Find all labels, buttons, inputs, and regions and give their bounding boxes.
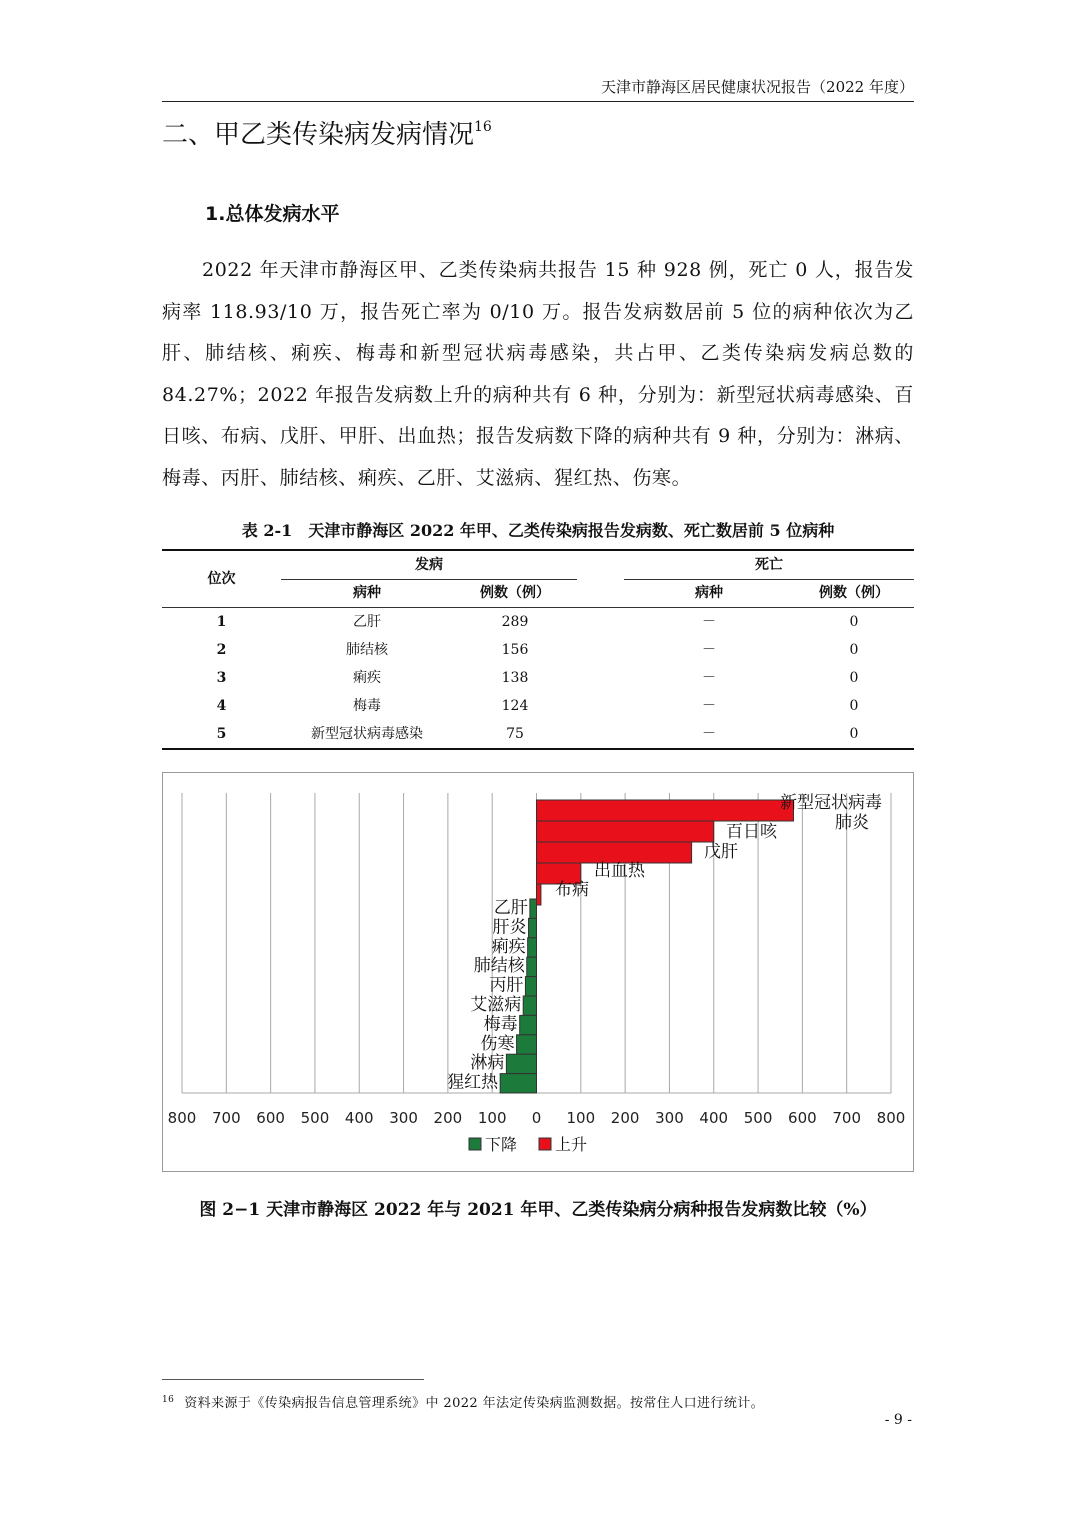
bar-fall <box>500 1074 536 1093</box>
bar-fall <box>527 957 537 976</box>
bar-rise <box>537 884 541 905</box>
bar-label: 乙肝 <box>493 898 528 918</box>
bar-fall <box>529 918 537 937</box>
bar-label: 艾滋病 <box>470 995 522 1015</box>
disease-cell: 乙肝 <box>353 614 381 630</box>
death-disease-cell: － <box>702 614 716 630</box>
cases-col-header: 例数（例） <box>480 585 550 601</box>
cases-cell: 138 <box>501 670 529 686</box>
bar-label: 出血热 <box>594 861 645 881</box>
page-number: - 9 - <box>884 1412 912 1428</box>
bar-label: 百日咳 <box>726 822 777 842</box>
section-title <box>162 114 492 151</box>
bar-label: 猩红热 <box>447 1072 499 1093</box>
table-row <box>162 664 914 692</box>
footnote-rule <box>162 1379 424 1380</box>
section-title-text: 二、甲乙类传染病发病情况 <box>162 120 475 150</box>
x-tick-label: 100 <box>566 1109 596 1127</box>
bar-fall <box>506 1054 536 1073</box>
bar-fall <box>523 996 536 1015</box>
cases-cell: 289 <box>501 614 529 630</box>
x-tick-label: 600 <box>256 1109 285 1127</box>
rank-cell: 5 <box>216 726 227 742</box>
death-disease-cell: － <box>702 726 716 742</box>
death-header: 死亡 <box>755 557 783 573</box>
table-row <box>162 608 914 636</box>
x-tick-label: 300 <box>389 1109 418 1127</box>
x-tick-label: 300 <box>655 1109 684 1127</box>
legend-swatch <box>469 1138 481 1150</box>
death-disease-cell: － <box>702 670 716 686</box>
footnote <box>162 1392 764 1411</box>
bar-fall <box>517 1035 537 1054</box>
rank-cell: 3 <box>216 670 227 686</box>
deaths-col-header: 例数（例） <box>819 585 889 601</box>
x-tick-label: 600 <box>788 1109 817 1127</box>
bar-rise <box>537 800 794 821</box>
deaths-cell: 0 <box>849 614 859 630</box>
table-caption: 表 2-1 天津市静海区 2022 年甲、乙类传染病报告发病数、死亡数居前 5 位病种 <box>241 521 835 540</box>
bar-label: 痢疾 <box>491 936 526 957</box>
x-tick-label: 200 <box>610 1109 640 1127</box>
bar-label: 布病 <box>555 880 589 900</box>
subsection-title: 1.总体发病水平 <box>205 203 340 225</box>
rank-header: 位次 <box>207 571 236 587</box>
x-tick-label: 500 <box>300 1109 330 1127</box>
cases-cell: 156 <box>501 642 529 658</box>
bar-fall <box>528 938 537 957</box>
table-row <box>162 636 914 664</box>
rank-cell: 2 <box>216 642 227 658</box>
bar-label: 新型冠状病毒 <box>780 793 882 813</box>
table-row <box>162 720 914 748</box>
bar-fall <box>525 977 536 996</box>
footnote-text: 资料来源于《传染病报告信息管理系统》中 2022 年法定传染病监测数据。按常住人口进行统计。 <box>184 1396 765 1411</box>
deaths-cell: 0 <box>849 642 859 658</box>
figure-caption: 图 2−1 天津市静海区 2022 年与 2021 年甲、乙类传染病分病种报告发病数比较（%） <box>199 1200 877 1220</box>
table-header-group <box>162 551 914 607</box>
bar-rise <box>537 821 714 842</box>
rank-cell: 4 <box>216 698 227 714</box>
disease-cell: 梅毒 <box>353 698 381 714</box>
x-tick-label: 400 <box>344 1109 374 1127</box>
x-tick-label: 700 <box>832 1109 862 1127</box>
legend-swatch <box>539 1138 551 1150</box>
deaths-cell: 0 <box>849 698 859 714</box>
footnote-number: 16 <box>162 1395 175 1405</box>
bar-fall <box>520 1015 537 1034</box>
chart-svg <box>163 773 913 1171</box>
disease-cell: 新型冠状病毒感染 <box>311 726 423 742</box>
bar-label: 戊肝 <box>704 842 738 862</box>
disease-cell: 肺结核 <box>346 642 388 658</box>
deaths-cell: 0 <box>849 670 859 686</box>
incidence-header: 发病 <box>415 557 443 573</box>
x-tick-label: 700 <box>211 1109 241 1127</box>
footnote-ref[interactable]: 16 <box>474 119 492 135</box>
death-disease-col-header: 病种 <box>695 585 723 601</box>
bar-label: 梅毒 <box>483 1014 518 1035</box>
bar-label: 丙肝 <box>489 975 524 996</box>
x-tick-label: 400 <box>699 1109 729 1127</box>
disease-cell: 痢疾 <box>353 670 381 686</box>
bar-label: 肝炎 <box>492 917 527 938</box>
bar-label: 淋病 <box>470 1053 505 1074</box>
body-paragraph: 2022 年天津市静海区甲、乙类传染病共报告 15 种 928 例，死亡 0 人，报告发病率 118.93/10 万，报告死亡率为 0/10 万。报告发病数居前 5 位的病种依次为乙肝、肺结核、痢疾、梅毒和新型冠状病毒感染，共占甲、乙类传染病发病总数的 84.27%；2022 年报告发病数上升的病种共有 6 种，分别为：新型冠状病毒感染、百日咳、布病、戊肝、甲肝、出血热；报告发病数下降的病种共有 9 种，分别为：淋病、梅毒、丙肝、肺结核、痢疾、乙肝、艾滋病、猩红热、伤寒。 <box>162 259 914 489</box>
x-tick-label: 500 <box>743 1109 773 1127</box>
cases-cell: 75 <box>506 726 524 742</box>
page-header: 天津市静海区居民健康状况报告（2022 年度） <box>162 76 914 102</box>
bar-label: 肺炎 <box>835 813 869 833</box>
x-tick-label: 100 <box>477 1109 507 1127</box>
legend-label: 下降 <box>485 1135 518 1154</box>
bar-label: 肺结核 <box>473 956 525 977</box>
rank-cell: 1 <box>216 614 227 630</box>
deaths-cell: 0 <box>849 726 859 742</box>
death-disease-cell: － <box>702 642 716 658</box>
table-body <box>162 607 914 748</box>
x-tick-label: 800 <box>167 1109 197 1127</box>
legend-label: 上升 <box>555 1135 588 1154</box>
bar-label: 伤寒 <box>480 1033 515 1054</box>
cases-cell: 124 <box>501 698 529 714</box>
bar-fall <box>530 899 537 918</box>
x-tick-label: 200 <box>433 1109 463 1127</box>
x-tick-label: 0 <box>531 1109 542 1127</box>
top5-table <box>162 549 914 750</box>
disease-col-header: 病种 <box>353 585 381 601</box>
comparison-chart <box>162 772 914 1172</box>
bar-rise <box>537 842 692 863</box>
death-disease-cell: － <box>702 698 716 714</box>
table-row <box>162 692 914 720</box>
x-tick-label: 800 <box>876 1109 906 1127</box>
